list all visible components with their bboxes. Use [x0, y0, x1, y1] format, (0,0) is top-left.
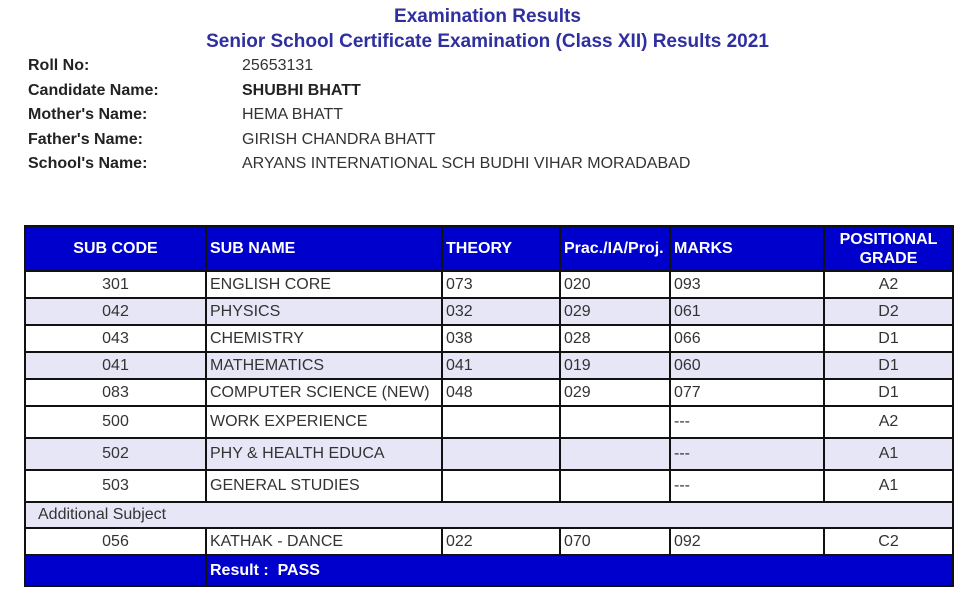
- prac-cell: 070: [560, 528, 670, 555]
- sub-name-cell: ENGLISH CORE: [206, 271, 442, 298]
- prac-cell: 028: [560, 325, 670, 352]
- marks-cell: 061: [670, 298, 824, 325]
- prac-cell: [560, 406, 670, 438]
- theory-cell: [442, 438, 560, 470]
- marks-cell: 060: [670, 352, 824, 379]
- prac-cell: 029: [560, 379, 670, 406]
- table-row: [25, 352, 953, 379]
- father-name-value: GIRISH CHANDRA BHATT: [242, 131, 436, 148]
- result-spacer-cell: [25, 555, 206, 586]
- sub-code-cell: 301: [25, 271, 206, 298]
- sub-name-cell: KATHAK - DANCE: [206, 528, 442, 555]
- table-row: [25, 325, 953, 352]
- additional-subject-label: Additional Subject: [25, 502, 953, 528]
- sub-name-cell: COMPUTER SCIENCE (NEW): [206, 379, 442, 406]
- sub-code-cell: 083: [25, 379, 206, 406]
- school-name-label: School's Name:: [28, 155, 148, 172]
- prac-cell: 019: [560, 352, 670, 379]
- grade-cell: D1: [824, 379, 953, 406]
- table-row: [25, 379, 953, 406]
- sub-name-cell: MATHEMATICS: [206, 352, 442, 379]
- marks-cell: ---: [670, 470, 824, 502]
- sub-code-cell: 500: [25, 406, 206, 438]
- sub-name-cell: CHEMISTRY: [206, 325, 442, 352]
- prac-cell: [560, 470, 670, 502]
- table-header-row: [25, 226, 953, 271]
- result-value: PASS: [277, 561, 320, 579]
- header-marks: MARKS: [670, 226, 824, 271]
- school-name-value: ARYANS INTERNATIONAL SCH BUDHI VIHAR MORADABAD: [242, 155, 691, 172]
- sub-code-cell: 503: [25, 470, 206, 502]
- prac-cell: [560, 438, 670, 470]
- header-grade-line2: GRADE: [859, 249, 918, 267]
- mother-name-value: HEMA BHATT: [242, 106, 344, 123]
- table-row: [25, 406, 953, 438]
- theory-cell: 022: [442, 528, 560, 555]
- sub-code-cell: 056: [25, 528, 206, 555]
- header-theory: THEORY: [442, 226, 560, 271]
- candidate-name-value: SHUBHI BHATT: [242, 82, 361, 99]
- table-row: [25, 298, 953, 325]
- theory-cell: 048: [442, 379, 560, 406]
- mother-name-label: Mother's Name:: [28, 106, 148, 123]
- marks-cell: 077: [670, 379, 824, 406]
- roll-number-label: Roll No:: [28, 57, 90, 74]
- marks-cell: ---: [670, 406, 824, 438]
- grade-cell: A1: [824, 470, 953, 502]
- header-sub-code: SUB CODE: [25, 226, 206, 271]
- grade-cell: D2: [824, 298, 953, 325]
- father-name-label: Father's Name:: [28, 131, 143, 148]
- table-row: [25, 470, 953, 502]
- additional-subject-row: [25, 502, 953, 528]
- grade-cell: C2: [824, 528, 953, 555]
- table-row: [25, 438, 953, 470]
- theory-cell: 073: [442, 271, 560, 298]
- header-positional-grade: [824, 226, 953, 271]
- grade-cell: A2: [824, 406, 953, 438]
- theory-cell: 038: [442, 325, 560, 352]
- sub-code-cell: 042: [25, 298, 206, 325]
- result-label: Result :: [210, 561, 269, 579]
- result-cell: [206, 555, 953, 586]
- marks-cell: ---: [670, 438, 824, 470]
- marks-cell: 092: [670, 528, 824, 555]
- sub-code-cell: 043: [25, 325, 206, 352]
- roll-number-value: 25653131: [242, 57, 314, 74]
- sub-name-cell: GENERAL STUDIES: [206, 470, 442, 502]
- table-row: [25, 271, 953, 298]
- sub-code-cell: 041: [25, 352, 206, 379]
- grade-cell: D1: [824, 352, 953, 379]
- prac-cell: 020: [560, 271, 670, 298]
- sub-name-cell: WORK EXPERIENCE: [206, 406, 442, 438]
- grade-cell: A1: [824, 438, 953, 470]
- sub-name-cell: PHY & HEALTH EDUCA: [206, 438, 442, 470]
- header-sub-name: SUB NAME: [206, 226, 442, 271]
- header-prac: Prac./IA/Proj.: [560, 226, 670, 271]
- theory-cell: 032: [442, 298, 560, 325]
- header-grade-line1: POSITIONAL: [839, 230, 938, 248]
- theory-cell: 041: [442, 352, 560, 379]
- page-subtitle: Senior School Certificate Examination (Class XII) Results 2021: [206, 31, 769, 52]
- page-title: Examination Results: [394, 6, 581, 27]
- grade-cell: A2: [824, 271, 953, 298]
- results-table: [24, 225, 954, 587]
- candidate-name-label: Candidate Name:: [28, 82, 159, 99]
- theory-cell: [442, 406, 560, 438]
- grade-cell: D1: [824, 325, 953, 352]
- sub-code-cell: 502: [25, 438, 206, 470]
- result-row: [25, 555, 953, 586]
- marks-cell: 093: [670, 271, 824, 298]
- prac-cell: 029: [560, 298, 670, 325]
- sub-name-cell: PHYSICS: [206, 298, 442, 325]
- theory-cell: [442, 470, 560, 502]
- marks-cell: 066: [670, 325, 824, 352]
- table-row: [25, 528, 953, 555]
